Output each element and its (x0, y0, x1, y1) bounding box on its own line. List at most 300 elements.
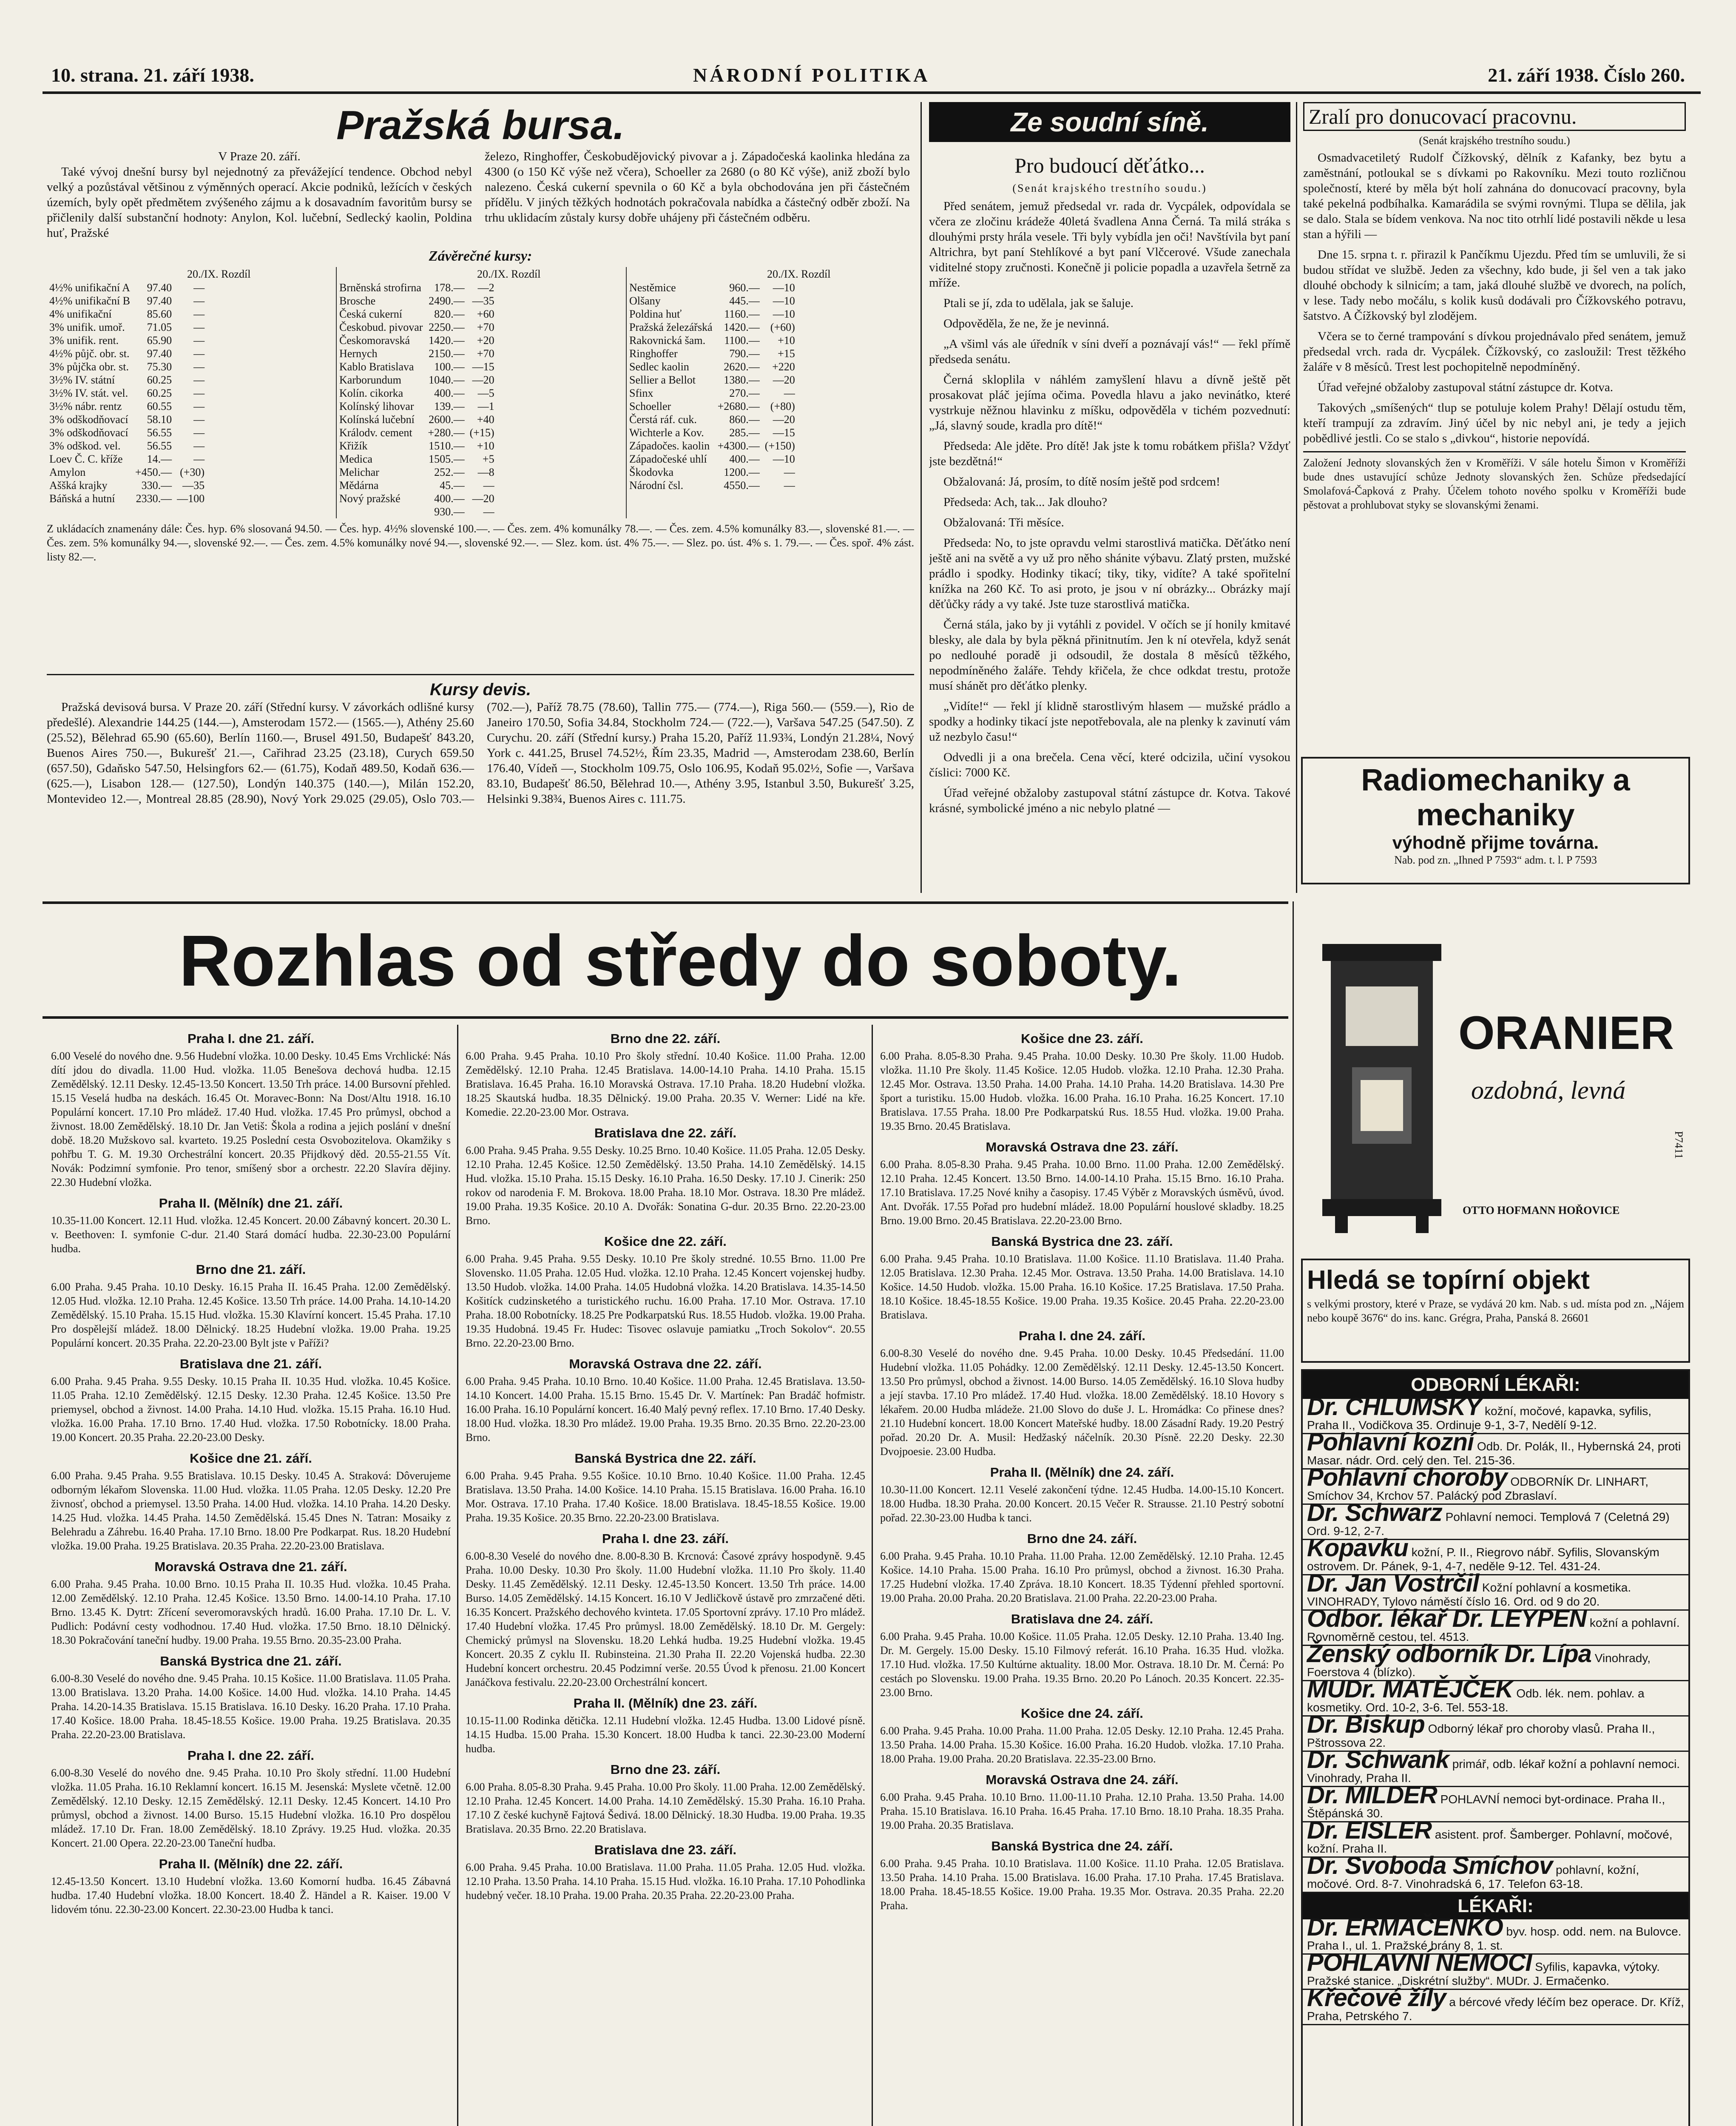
rate-value: 14.— (147, 453, 172, 465)
rate-value: 60.25 (147, 374, 172, 386)
station-program: 12.45-13.50 Koncert. 13.10 Hudební vložka. 13.60 Komorní hudba. 16.45 Zábavná hudba. 17.40 Hudební vložka. 18.00 Koncert. 18.40 Ž. Händel a R. Kaiser. 19.00 V lidovém tónu. 22.30-23.00 Koncert. 22.30-23.00 Hudba k tanci. (51, 1875, 451, 1916)
court-paragraph: Předseda: No, to jste opravdu velmi starostlivá matička. Děťátko není ještě ani na světě a vy už pro něho shánite výbavu. Zlatý prsten, mužské prádlo i spodky. Hodinky tikací; tiky, tiky, vidíte? A také spořitelní knížka na 260 Kč. To asi proto, je jsou v ní obrázky... Obrázky mají děťůčky rády a vy také. Jste tuze starostlivá matička. (929, 536, 1290, 611)
station-program: 6.00 Praha. 9.45 Praha. 10.00 Praha. 11.00 Praha. 12.05 Desky. 12.10 Praha. 12.45 Praha. 13.50 Praha. 14.00 Praha. 15.30 Košice. 16.00 Praha. 16.20 Hudob. vložka. 17.10 Praha. 18.00 Praha. 19.00 Praha. 20.20 Bratislava. 22.35-23.00 Brno. (880, 1725, 1284, 1765)
rate-change: (+80) (770, 400, 795, 412)
station-day-heading: Košice dne 22. září. (604, 1234, 727, 1249)
rate-row (337, 347, 497, 360)
rate-row (627, 281, 798, 294)
rates-table-2 (337, 281, 497, 518)
doctor-name: Odbor. lékař Dr. LEYPEN (1307, 1605, 1587, 1632)
rate-value: 1380.— (724, 374, 760, 386)
rate-value: 400.— (434, 387, 465, 399)
station-program: 6.00 Praha. 9.45 Praha. 10.00 Košice. 11.05 Praha. 12.05 Desky. 12.10 Praha. 13.40 Ing. Dr. M. Gergely. 15.00 Desky. 15.10 Filmový referát. 16.10 Praha. 16.35 Hud. vložka. 17.10 Hud. vložka. 17.50 Kultúrne aktuality. 18.00 Mor. Ostrava. 18.10 Dr. M. Černá: Po cestách po Slovensku. 19.00 Praha. 19.35 Brno. 20.20 Po Lánoch. 20.35 Koncert. 22.35-23.00 Brno. (880, 1630, 1284, 1699)
rate-value: 56.55 (147, 426, 172, 439)
station-day-heading: Praha I. dne 23. září. (602, 1531, 729, 1546)
rate-row (47, 307, 207, 321)
rate-name: 4% unifikační (49, 308, 112, 320)
rate-change: —100 (177, 492, 205, 505)
rate-change: — (193, 440, 205, 452)
date-issue: 21. září 1938. Číslo 260. (1488, 64, 1685, 86)
rate-name: Medica (339, 453, 372, 465)
banner-rule-bottom (43, 1016, 1288, 1019)
station-program: 6.00 Praha. 9.45 Praha. 10.10 Praha. 11.00 Praha. 12.00 Zemědělský. 12.10 Praha. 12.45 Košice. 14.10 Praha. 15.00 Praha. 16.10 Pro průmysl, obchod a živnost. 16.30 Praha. 17.25 Hudební vložka. 17.40 Zpráva. 18.10 Koncert. 18.35 Týdenní přehled sportovní. 19.00 Praha. 20.00 Praha. 20.20 Bratislava. 21.00 Praha. 22.20-23.00 Praha. (880, 1550, 1284, 1604)
rate-row (337, 400, 497, 413)
radio-ad-sub: výhodně přijme továrna. (1392, 833, 1599, 853)
radio-ad-title: Radiomechaniky a mechaniky (1361, 763, 1630, 832)
bursa-footer-note: Z ukládacích znamenány dále: Čes. hyp. 6% slosovaná 94.50. — Čes. hyp. 4½% slovenské 100.—. — Čes. zem. 4% komunálky 78.—. — Čes. zem. 4.5% komunálky 83.—, slovenské 81.—. — Čes. zem. 5% komunálky 94.—, slovenské 92.—. — Čes. zem. 4.5% komunálky nové 94.—, slovenské 92.—. — Slez. kom. úst. 4% 75.—. — Slez. po. úst. 4% s. 1. 79.—. — Čes. spoř. 4% zást. listy 82.—. (47, 523, 914, 563)
rates-header: 20./IX. Rozdíl (187, 268, 251, 280)
court-paragraph: Odpověděla, že ne, že je nevinná. (943, 317, 1109, 330)
rate-row (627, 452, 798, 466)
rate-row (627, 307, 798, 321)
shop-wanted-ad (1301, 1259, 1690, 1363)
rate-change: — (193, 387, 205, 399)
rate-value: 400.— (729, 453, 760, 465)
station-program: 6.00 Praha. 9.45 Praha. 10.10 Bratislava. 11.00 Košice. 11.10 Praha. 12.05 Bratislava. 13.50 Praha. 14.10 Praha. 15.00 Bratislava. 16.00 Praha. 17.10 Praha. 17.45 Bratislava. 18.00 Praha. 18.45-18.55 Košice. 19.00 Praha. 19.35 Mor. Ostrava. 20.35 Praha. 22.20 Praha. (880, 1857, 1284, 1912)
station-day-heading: Bratislava dne 21. září. (179, 1356, 322, 1371)
station-program: 6.00 Praha. 9.45 Praha. 10.00 Bratislava. 11.00 Praha. 11.05 Praha. 12.05 Hud. vložka. 12.10 Praha. 13.50 Praha. 14.10 Praha. 15.15 Hud. vložka. 16.10 Praha. 17.10 Pohodlinka hudebný večer. 18.10 Praha. 19.00 Praha. 20.35 Praha. 22.20-23.00 Praha. (466, 1861, 865, 1901)
doctor-info: primář, odb. lékař kožní a pohlavní nemoci. Vinohrady, Praha II. (1307, 1757, 1680, 1785)
rate-change: — (483, 506, 494, 518)
radio-column-3 (880, 1025, 1284, 2126)
rate-value: 2620.— (724, 361, 760, 373)
rate-row (47, 373, 207, 387)
court-paragraph: Předseda: Ale jděte. Pro dítě! Jak jste k tomu robátkem přišla? Vždyť jste bezdětná!“ (929, 439, 1290, 468)
doctor-name: Dr. Jan Vostrčil (1307, 1569, 1479, 1597)
rate-value: 1160.— (724, 308, 760, 320)
rate-change: +70 (477, 347, 494, 360)
rate-change: — (193, 426, 205, 439)
rate-value: 85.60 (147, 308, 172, 320)
doctor-name: Dr. EISLER (1307, 1816, 1432, 1844)
rate-row (627, 347, 798, 360)
doctor-info: a bércové vředy léčím bez operace. Dr. Kříž, Praha, Petrského 7. (1307, 1995, 1684, 2023)
rates-table-3 (627, 281, 798, 492)
rate-value: 2250.— (429, 321, 465, 333)
rate-name: Sfinx (629, 387, 653, 399)
station-day-heading: Bratislava dne 24. září. (1011, 1612, 1154, 1626)
doctor-name: Dr. Schwarz (1307, 1499, 1442, 1526)
paper-title: NÁRODNÍ POLITIKA (693, 64, 930, 86)
station-day-heading: Banská Bystrica dne 24. září. (991, 1839, 1173, 1853)
coercion-title: Zralí pro donucovací pracovnu. (1303, 102, 1686, 131)
column-divider (1296, 102, 1297, 893)
rate-row (627, 387, 798, 400)
rate-name: 3% odškodňovací (49, 426, 128, 439)
rate-value: 178.— (434, 281, 465, 294)
rate-change: — (193, 453, 205, 465)
station-program: 10.35-11.00 Koncert. 12.11 Hud. vložka. 12.45 Koncert. 20.00 Zábavný koncert. 20.30 L. v. Beethoven: I. symfonie C-dur. 21.40 Stará domácí hudba. 22.30-23.00 Populární hudba. (51, 1214, 451, 1255)
rate-row (47, 466, 207, 479)
rate-name: Mědárna (339, 479, 379, 492)
court-paragraph: Černá skloplila v náhlém zamyšlení hlavu a dívně ještě pět prosakovat pláč jejíma očima. Povedla hlavu a jako nevinátko, které vystrkuje něžnou hlavinku z míšku, odpověděla v tichém pozvednutí: „Já, slavný soude, kradla pro dítě!“ (929, 373, 1290, 432)
doctor-name: Kopavku (1307, 1534, 1408, 1562)
station-program: 10.30-11.00 Koncert. 12.11 Veselé zakončení týdne. 12.45 Hudba. 14.00-15.10 Koncert. 18.00 Hudba. 18.30 Praha. 20.00 Koncert. 20.15 Večer R. Strausse. 21.10 Pestrý sobotní pořad. 22.30-23.00 Hudba k tanci. (880, 1484, 1284, 1524)
rate-name: 3½% nábr. rentz (49, 400, 122, 412)
banner-rule-top (43, 901, 1288, 904)
rate-name: Báňská a hutní (49, 492, 115, 505)
radio-column-1 (51, 1025, 451, 2126)
rate-value: 1200.— (724, 466, 760, 478)
court-paragraph: Obžalovaná: Tři měsíce. (943, 516, 1064, 529)
rate-name: 4½% unifikační A (49, 281, 130, 294)
station-day-heading: Moravská Ostrava dne 24. září. (986, 1772, 1179, 1787)
rate-row (47, 281, 207, 294)
rate-change: — (784, 387, 795, 399)
rate-change: — (193, 347, 205, 360)
rate-change: — (193, 413, 205, 426)
bursa-title: Pražská bursa. (336, 102, 625, 148)
doctor-name: Ženský odborník Dr. Lípa (1307, 1640, 1591, 1668)
station-program: 6.00-8.30 Veselé do nového dne. 8.00-8.30 B. Krcnová: Časové zprávy hospodyně. 9.45 Praha. 10.00 Desky. 10.30 Pro školy. 11.00 Hudební vložka. 11.10 Pro školy. 11.40 Desky. 11.45 Zemědělský. 12.11 Desky. 12.45-13.50 Koncert. 13.50 Trh práce. 14.00 Burso. 14.05 Zemědělský. 14.15 Koncert. 16.10 V Jedličkově ústavě pro zmrzačené děti. 16.35 Koncert. Pražského dechového kvinteta. 17.05 Sportovní zprávy. 17.10 Pro mládež. 17.40 Hudební vložka. 17.45 Pro průmysl. 18.00 Zemědělský. 18.10 Dr. M. Gergely: Chemický průmysl na Slovensku. 18.20 Lehká hudba. 19.25 Hudební vložka. 19.45 Koncert. 20.35 Z cyklu II. Rubinsteina. 21.30 Praha II. 22.20 Vojenská hudba. 22.30 Hudební koncert orchestru. 20.45 Podzimní verše. 20.55 Úvod k přenosu. 21.00 Koncert Janáčkova festivalu. 22.20-23.00 Orchestrální koncert. (466, 1550, 865, 1688)
station-program: 6.00 Praha. 9.45 Praha. 10.10 Pro školy střední. 10.40 Košice. 11.00 Praha. 12.00 Zemědělský. 12.10 Praha. 12.45 Bratislava. 14.00-14.10 Praha. 14.10 Praha. 15.15 Bratislava. 16.45 Praha. 16.10 Moravská Ostrava. 17.10 Praha. 18.20 Hudební vložka. 18.25 Skautská hudba. 18.35 Dělnický. 19.00 Praha. 20.35 V. Werner: Lidé na kře. Komedie. 22.20-23.00 Mor. Ostrava. (466, 1050, 865, 1118)
rate-row (337, 387, 497, 400)
rate-name: 4½% půjč. obr. st. (49, 347, 130, 360)
station-day-heading: Brno dne 22. září. (610, 1031, 721, 1046)
shop-ad-title: Hledá se topírní objekt (1307, 1265, 1590, 1295)
rate-name: Škodovka (629, 466, 673, 478)
rate-name: Rakovnická šam. (629, 334, 706, 347)
station-day-heading: Košice dne 21. září. (190, 1451, 312, 1466)
rate-row (627, 400, 798, 413)
rate-value: 100.— (434, 361, 465, 373)
rate-value: 790.— (729, 347, 760, 360)
rate-row (627, 439, 798, 452)
rate-change: —35 (472, 295, 494, 307)
oranier-maker: OTTO HOFMANN HOŘOVICE (1463, 1204, 1620, 1216)
rate-value: 1505.— (429, 453, 465, 465)
rate-change: —15 (773, 426, 795, 439)
rate-value: 97.40 (147, 295, 172, 307)
station-day-heading: Banská Bystrica dne 22. září. (574, 1451, 756, 1466)
rate-value: 960.— (729, 281, 760, 294)
rate-name: 3½% IV. státní (49, 374, 115, 386)
rate-row (337, 360, 497, 373)
rate-value: 930.— (434, 506, 465, 518)
rate-change: +20 (477, 334, 494, 347)
rate-name: Českobud. pivovar (339, 321, 423, 333)
coercion-paragraph: Úřad veřejné obžaloby zastupoval státní zástupce dr. Kotva. (1318, 381, 1613, 394)
station-program: 10.15-11.00 Rodinka dětička. 12.11 Hudební vložka. 12.45 Hudba. 13.00 Lidové písně. 14.15 Hudba. 15.00 Praha. 15.30 Koncert. 18.00 Hudba k tanci. 22.30-23.00 Moderní hudba. (466, 1714, 865, 1755)
rate-change: —10 (773, 308, 795, 320)
rate-name: Amylon (49, 466, 86, 478)
rate-row (337, 307, 497, 321)
rate-change: — (193, 295, 205, 307)
rate-change: +70 (477, 321, 494, 333)
doctor-name: Pohlavní choroby (1307, 1464, 1507, 1491)
bursa-para-2: železo, Ringhoffer, Českobudějovický pivovar a j. Západočeská kaolinka hledána za 4300 (o 150 Kč výše než včera), Schoeller za 2680 (o 80 Kč výše), aniž zboží bylo nalezeno. Česká cukerní spevnila o 60 Kč a byla obchodována jen při částečném přídělu. V jiných těžkých hodnotách pokračovala nabídka a částečný odběr zboží. Na trhu uklidacím zůstaly kursy dobře uhájeny při částečném odběru. (485, 150, 910, 225)
rates-header: 20./IX. Rozdíl (767, 268, 831, 280)
doctor-info: Syfilis, kapavka, výtoky. Pražské stanice. „Diskrétní služby“. MUDr. J. Ermačenko. (1307, 1960, 1660, 1987)
rate-change: — (193, 361, 205, 373)
rate-change: —35 (182, 479, 205, 492)
station-program: 6.00 Praha. 9.45 Praha. 9.55 Desky. 10.15 Praha II. 10.35 Hud. vložka. 10.45 Košice. 11.05 Praha. 12.10 Zemědělský. 12.15 Desky. 12.30 Praha. 12.45 Košice. 13.50 Pre priemysel, obchod a živnost. 14.00 Praha. 14.10 Hud. vložka. 15.15 Praha. 16.10 Hud. vložka. 16.00 Praha. 17.10 Brno. 17.40 Hud. vložka. 17.50 Robotnícky. 18.00 Praha. 19.00 Koncert. 20.35 Praha. 22.20-23.00 Desky. (51, 1375, 451, 1444)
doctor-name: Pohlavní kozní (1307, 1428, 1474, 1456)
rate-change: — (483, 479, 494, 492)
rate-row (627, 373, 798, 387)
rate-name: Melichar (339, 466, 379, 478)
station-program: 6.00 Praha. 9.45 Praha. 10.10 Bratislava. 11.00 Košice. 11.10 Bratislava. 11.40 Praha. 12.05 Bratislava. 12.30 Praha. 12.45 Mor. Ostrava. 13.50 Praha. 14.00 Bratislava. 14.10 Košice. 14.50 Hudob. vložka. 15.00 Praha. 16.10 Košice. 17.25 Bratislava. 17.50 Praha. 18.10 Košice. 18.45-18.55 Košice. 19.00 Praha. 19.35 Košice. 20.45 Praha. 22.20-23.00 Bratislava. (880, 1253, 1284, 1321)
rate-value: 45.— (440, 479, 465, 492)
page-label: 10. strana. 21. září 1938. (51, 64, 254, 86)
station-day-heading: Košice dne 23. září. (1021, 1031, 1143, 1046)
rate-value: 270.— (729, 387, 760, 399)
lekari-title: LÉKAŘI: (1303, 1893, 1688, 1919)
rate-change: —10 (773, 453, 795, 465)
rate-change: —20 (472, 492, 494, 505)
rate-row (47, 479, 207, 492)
doctors-title: ODBORNÍ LÉKAŘI: (1303, 1371, 1688, 1399)
station-day-heading: Praha II. (Mělník) dne 24. září. (990, 1465, 1174, 1480)
oranier-code: P7411 (1673, 1131, 1685, 1159)
rate-name: Pražská železářská (629, 321, 713, 333)
rate-name: Českomoravská (339, 334, 410, 347)
rate-row (337, 294, 497, 307)
rate-value: 1040.— (429, 374, 465, 386)
rate-change: —10 (773, 281, 795, 294)
rate-value: 330.— (141, 479, 172, 492)
column-divider (921, 102, 922, 893)
rate-name: Ringhoffer (629, 347, 678, 360)
station-day-heading: Moravská Ostrava dne 23. září. (986, 1140, 1179, 1154)
rate-name: Česká cukerní (339, 308, 403, 320)
station-program: 6.00-8.30 Veselé do nového dne. 9.45 Praha. 10.15 Košice. 11.00 Bratislava. 11.05 Praha. 13.00 Bratislava. 13.20 Praha. 14.00 Košice. 14.00 Hud. vložka. 14.10 Praha. 14.45 Praha. 14.20-14.35 Bratislava. 15.15 Bratislava. 16.10 Desky. 16.20 Praha. 17.10 Praha. 17.40 Košice. 18.00 Praha. 18.45-18.55 Košice. 19.00 Praha. 19.25 Bratislava. 20.35 Praha. 22.20-23.00 Bratislava. (51, 1672, 451, 1741)
rate-value: 75.30 (147, 361, 172, 373)
rate-change: — (193, 400, 205, 412)
rate-change: (+60) (770, 321, 795, 333)
station-program: 6.00 Praha. 8.05-8.30 Praha. 9.45 Praha. 10.00 Brno. 11.00 Praha. 12.00 Zemědělský. 12.10 Praha. 12.45 Koncert. 13.50 Brno. 14.00-14.10 Praha. 15.15 Brno. 16.10 Praha. 17.10 Bratislava. 17.25 Nové knihy a časopisy. 17.45 Výběr z Moravských úsměvů, úvod. Ant. Dvořák. 17.55 Pořad pro hudební mládež. 18.00 Populární houslové skladby. 18.25 Brno. 19.00 Brno. 20.45 Bratislava. 22.20-23.00 Brno. (880, 1158, 1284, 1227)
rate-value: 2330.— (136, 492, 172, 505)
station-program: 6.00 Praha. 9.45 Praha. 10.00 Brno. 10.15 Praha II. 10.35 Hud. vložka. 10.45 Praha. 12.00 Zemědělský. 12.10 Praha. 12.45 Košice. 13.50 Brno. 14.00-14.10 Praha. 17.10 Brno. 13.45 K. Dytrt: Zřícení severomoravských hradů. 16.00 Praha. 17.10 Dr. L. V. Pudlich: Podávní cesty vodhodnou. 17.40 Hud. vložka. 17.50 Brno. 18.10 Dělnický. 18.30 Pokračování taneční hudby. 19.00 Praha. 19.55 Brno. 20.35-23.00 Praha. (51, 1578, 451, 1646)
coercion-paragraph: Včera se to černé trampování s dívkou projednávalo před senátem, jemuž předsedal vrch. rada dr. Vycpálek. Čížkovský, co zasloužil: Trest těžkého žaláře v 8 měsíců. Trest lest pochopitelně nepodmíněný. (1303, 330, 1686, 374)
doctor-name: Dr. Schwank (1307, 1746, 1449, 1774)
rate-row (337, 321, 497, 334)
rates-header: 20./IX. Rozdíl (477, 268, 541, 280)
station-program: 6.00 Praha. 9.45 Praha. 10.10 Brno. 10.40 Košice. 11.00 Praha. 12.45 Bratislava. 13.50-14.10 Koncert. 14.00 Praha. 15.15 Brno. 15.45 Dr. V. Martínek: Pan Bradáč hofmistr. 16.00 Praha. 16.10 Populární koncert. 16.40 Malý pevný reflex. 17.10 Brno. 17.40 Desky. 18.00 Hud. vložka. 18.30 Pro mládež. 19.00 Praha. 19.35 Brno. 20.35 Brno. 22.20-23.00 Brno. (466, 1375, 865, 1444)
station-program: 6.00-8.30 Veselé do nového dne. 9.45 Praha. 10.10 Pro školy střední. 11.00 Hudební vložka. 11.05 Praha. 16.10 Reklamní koncert. 16.15 M. Jesenská: Myslete včetně. 12.00 Zemědělský. 12.10 Desky. 12.15 Zemědělský. 12.11 Desky. 12.45 Koncert. 14.10 Pro průmysl, obchod a živnost. 14.00 Burso. 15.15 Hudební vložka. 16.10 Pro dospělou mládež. 17.10 Dr. Fran. 18.00 Zemědělský. 18.10 Zprávy. 19.25 Hud. vložka. 20.35 Koncert. 21.00 Opera. 22.20-23.00 Taneční hudba. (51, 1767, 451, 1849)
rate-change: —20 (773, 413, 795, 426)
station-day-heading: Praha II. (Mělník) dne 23. září. (573, 1696, 758, 1711)
rate-row (47, 426, 207, 439)
stove-illustration (1305, 940, 1458, 1237)
court-title: Ze soudní síně. (929, 102, 1290, 142)
doctor-name: MUDr. MATĚJČEK (1307, 1675, 1513, 1703)
rate-row (337, 439, 497, 452)
coercion-paragraph: Dne 15. srpna t. r. přirazil k Pančíkmu Ujezdu. Před tím se umluvili, že si budou střídat ve službě. Jeden za všechny, kdo bude, ji šel ven a tak jako dlouhé obchody k silnicím; a tam, jaká dlouhé službě ve dvorech, na polích, v lese. Tady nebo močálu, s kolik kusů dodávali pro Čížkovského potravu, šatstvo. A Čížkovský byl zlodějem. (1303, 248, 1686, 323)
court-paragraph: „Vidíte!“ — řekl jí klidně starostlivým hlasem — mužské prádlo a spodky a hodinky tikací jste nepotřebovala, ale na plenky k zavinutí vám už nezbylo času!“ (929, 699, 1290, 744)
court-section (929, 102, 1290, 893)
doctor-info: Odb. Dr. Polák, II., Hybernská 24, proti Masar. nádr. Ord. celý den. Tel. 215-36. (1307, 1440, 1681, 1467)
radio-ad-note: Nab. pod zn. „Ihned P 7593“ adm. t. l. P 7593 (1394, 854, 1597, 866)
rate-value: 60.25 (147, 387, 172, 399)
station-day-heading: Brno dne 21. září. (196, 1262, 306, 1277)
doctor-name: Dr. ERMAČENKO (1307, 1913, 1503, 1941)
rate-change: — (193, 374, 205, 386)
court-paragraph: Odvedli ji a ona brečela. Cena věcí, které odcizila, učiní vysokou číslici: 7000 Kč. (929, 750, 1290, 779)
coercion-paragraph: Osmadvacetiletý Rudolf Čížkovský, dělník z Kafanky, bez bytu a zaměstnání, potloukal se s dívkami po Rakovníku. Mezi touto rozličnou společností, které by měla být holí zahnána do donucovací pracovny, byla také pekelná podbíhalka. Kamarádila se svými rovnými. Tlupa se dělila, jak se dalo. Stala se bídem venkova. Na noc tito otrhlí lidé postavili někde u lesa stan a hýřili — (1303, 151, 1686, 241)
doctor-info: asistent. prof. Šamberger. Pohlavní, močové, kožní. Praha II. (1307, 1828, 1673, 1855)
rate-value: 400.— (434, 492, 465, 505)
rate-name: Kablo Bratislava (339, 361, 414, 373)
rate-row (627, 466, 798, 479)
rate-change: — (784, 479, 795, 492)
oranier-ad (1301, 935, 1690, 1242)
rate-name: 3% půjčka obr. st. (49, 361, 129, 373)
rate-change: —20 (773, 374, 795, 386)
court-paragraph: Černá stála, jako by ji vytáhli z povidel. V očích se jí honily kmitavé blesky, ale dala by byla pěkná přinitnutím. Jen k ní otevřela, když senát po nedlouhé poradě ji odsoudil, že dostala 8 měsíců těžkého, nepodmíněného žaláře. Tehdy křičela, že chce odkdat trestu, protože musí shánět pro děťátko plenky. (929, 618, 1290, 693)
rate-change: —8 (477, 466, 494, 478)
bursa-para-1: Také vývoj dnešní bursy byl nejednotný za převážející tendence. Obchod nebyl velký a pozůstával většinou z výměnných operací. Akcie podniků, ležících v českých územích, byly opět předmětem zvýšeného zájmu a k dosavadním favoritům bursy se přičlenily další substanční hodnoty: Anylon, Kol. lučební, Sedlecký kaolin, Poldina huť, Pražské (47, 165, 472, 240)
rate-row (47, 400, 207, 413)
doctor-name: Dr. CHLUMSKÝ (1307, 1393, 1482, 1421)
station-program: 6.00 Veselé do nového dne. 9.56 Hudební vložka. 10.00 Desky. 10.45 Ems Vrchlické: Nás dítí jdou do divadla. 11.00 Hud. vložka. 11.05 Benešova dechová hudba. 12.15 Zemědělský. 12.11 Desky. 12.45-13.50 Koncert. 13.50 Trh práce. 14.00 Bursovní přehled. 15.15 Veselá hudba na deskách. 16.45 Ot. Moravec-Bonn: Na Dost/Altu 1918. 16.10 Populární koncert. 17.10 Pro mládež. 17.40 Hud. vložka. 17.45 Pro průmysl, obchod a živnost. 18.00 Zemědělský. 18.10 Dr. Jan Vetiš: Škola a rodina a jejich poslání v dnešní době. 18.20 Mužskovo sal. kvarteto. 19.25 Poslední cesta Osvobozitelova. Okamžiky s pohřbu T. G. M. 19.30 Orchestrální koncert. 20.35 Přijdkový děd. 20.55-21.55 Vít. Novák: Podzimní symfonie. Pro tenor, smíšený sbor a orchestr. 22.20 Slavíra dějiny. 22.30 Hudební vložka. (51, 1050, 451, 1188)
rate-name: Hernych (339, 347, 378, 360)
doctor-info: pohlavní, kožní, močové. Ord. 8-7. Vinohradská 6, 17. Telefon 63-18. (1307, 1863, 1639, 1890)
bursa-section (47, 102, 914, 668)
doctor-ad (1303, 1984, 1688, 2025)
rate-name: Západočes. kaolin (629, 440, 710, 452)
rate-name: 3% unifik. umoř. (49, 321, 125, 333)
rate-row (337, 334, 497, 347)
court-paragraph: Ptali se jí, zda to udělala, jak se šaluje. (943, 296, 1134, 310)
rate-row (627, 413, 798, 426)
rate-name: Čerstá ráf. cuk. (629, 413, 697, 426)
rate-value: 71.05 (147, 321, 172, 333)
doctor-name: Dr. MILDER (1307, 1781, 1437, 1809)
rate-row (47, 387, 207, 400)
court-subhead: (Senát krajského trestního soudu.) (1012, 182, 1207, 194)
rate-value: 58.10 (147, 413, 172, 426)
rate-name: Karborundum (339, 374, 401, 386)
rate-value: 1420.— (724, 321, 760, 333)
rates-table-1 (47, 281, 207, 505)
rate-name: Kolínský lihovar (339, 400, 414, 412)
rate-change: —20 (472, 374, 494, 386)
rate-row (627, 360, 798, 373)
rate-value: 97.40 (147, 347, 172, 360)
rate-name: Schoeller (629, 400, 671, 412)
coercion-note: Založení Jednoty slovanských žen v Kroměříži. V sále hotelu Šimon v Kroměříži bude dnes ustavující schůze Jednoty slovanských žen. Schůze předsedající Smolafová-Čapková z Prahy. Účelem tohoto nového spolku v Kroměříži bude pěstovat a prohlubovat styky se slovanskými ženami. (1303, 451, 1686, 512)
rate-name: Západočeské uhlí (629, 453, 707, 465)
rate-name: Aššká krajky (49, 479, 108, 492)
rate-row (337, 452, 497, 466)
court-paragraph: Předseda: Ach, tak... Jak dlouho? (943, 495, 1107, 509)
station-day-heading: Košice dne 24. září. (1021, 1706, 1143, 1721)
station-program: 6.00 Praha. 9.45 Praha. 9.55 Košice. 10.10 Brno. 10.40 Košice. 11.00 Praha. 12.45 Bratislava. 13.50 Praha. 14.00 Košice. 14.10 Praha. 15.15 Bratislava. 16.00 Praha. 16.10 Mor. Ostrava. 17.10 Praha. 17.40 Košice. 18.00 Bratislava. 18.45-18.55 Košice. 19.00 Praha. 19.35 Košice. 20.35 Brno. 22.20-23.00 Bratislava. (466, 1469, 865, 1524)
doctor-info: Vinohrady, Foerstova 4 (blízko). (1307, 1651, 1651, 1679)
station-day-heading: Praha I. dne 24. září. (1018, 1328, 1146, 1343)
rate-value: 860.— (729, 413, 760, 426)
station-day-heading: Brno dne 23. září. (610, 1762, 721, 1777)
column-divider (457, 1025, 458, 2126)
rate-row (47, 439, 207, 452)
column-divider (872, 1025, 873, 2126)
closing-rates-title: Závěrečné kursy: (429, 248, 532, 264)
rate-value: +2680.— (717, 400, 760, 412)
station-day-heading: Praha II. (Mělník) dne 22. září. (159, 1856, 343, 1871)
rate-name: 3½% IV. stát. vel. (49, 387, 128, 399)
court-paragraph: „A všiml vás ale úředník v síni dveří a poznávají vás!“ — řekl přímě předseda senátu. (929, 337, 1290, 366)
rate-change: +15 (778, 347, 795, 360)
rate-name (337, 505, 425, 518)
station-program: 6.00-8.30 Veselé do nového dne. 9.45 Praha. 10.00 Desky. 10.45 Předsedání. 11.00 Hudební vložka. 11.05 Pohádky. 12.00 Zemědělský. 12.11 Desky. 12.45-13.50 Koncert. 13.50 Pro průmysl, obchod a živnost. 14.00 Burso. 14.05 Zemědělský. 16.10 Slova hudby a její stavba. 17.10 Pro mládež. 17.40 Hud. vložka. 18.00 Zemědělský. 18.10 Hovory s lékařem. 20.00 Hudba mládeže. 21.00 Slovo do duše J. L. Hromádka: Co přinese dnes? 21.10 Hudební koncert. 18.00 Koncert Mateřské hudby. 18.00 Zásadní Rady. 19.20 Pestrý pořad. 20.20 Dr. A. Musil: Hedžaský náčelník. 20.30 Písně. 22.20 Desky. 22.30 Dvojpoesie. 23.00 Hudba. (880, 1347, 1284, 1458)
rate-row (337, 281, 497, 294)
station-day-heading: Praha I. dne 22. září. (187, 1748, 315, 1763)
rate-change: +10 (477, 440, 494, 452)
rate-value: 56.55 (147, 440, 172, 452)
rate-value: 252.— (434, 466, 465, 478)
rate-name: Olšany (629, 295, 661, 307)
rate-name: Sedlec kaolin (629, 361, 689, 373)
rate-row (47, 334, 207, 347)
rate-value: +4300.— (717, 440, 760, 452)
rate-name: Sellier a Bellot (629, 374, 696, 386)
rate-change: —15 (472, 361, 494, 373)
oranier-tag: ozdobná, levná (1471, 1076, 1626, 1104)
station-program: 6.00 Praha. 9.45 Praha. 9.55 Desky. 10.10 Pre školy stredné. 10.55 Brno. 11.00 Pre Slovensko. 11.05 Praha. 12.05 Hud. vložka. 12.10 Praha. 12.45 Koncert vojenskej hudby. 13.50 Hudob. vložka. 14.00 Praha. 14.05 Hudobná vložka. 14.20 Bratislava. 14.35-14.50 Košitíck cudzinsketého a turistického ruchu. 16.00 Praha. 17.10 Mor. Ostrava. 17.10 Praha. 18.00 Robotnícky. 18.25 Pre Podkarpatskú Rus. 18.55 Hudob. vložka. 19.00 Praha. 19.35 Hudobná. 19.45 Fr. Hudec: Tisovec oslavuje pamiatku „Troch Sokolov“. 20.55 Brno. 22.20-23.00 Brno. (466, 1253, 865, 1349)
doctor-info: kožní, P. II., Riegrovo nábř. Syfilis, Slovanským ostrovem. Dr. Pánek, 9-1, 4-7, neděle 9-12. Tel. 431-24. (1307, 1546, 1659, 1573)
rate-value: 285.— (729, 426, 760, 439)
station-program: 6.00 Praha. 9.45 Praha. 9.55 Desky. 10.25 Brno. 10.40 Košice. 11.05 Praha. 12.05 Desky. 12.10 Praha. 12.45 Košice. 12.50 Zemědělský. 13.50 Praha. 14.10 Zemědělský. 14.15 Hud. vložka. 15.10 Praha. 15.15 Desky. 16.10 Praha. 16.50 Desky. 17.10 J. Cinerik: 250 rokov od narodenia F. M. Brokova. 18.00 Praha. 18.10 Mor. Ostrava. 18.30 Pre mládež. 19.00 Praha. 19.35 Košice. 20.10 A. Dvořák: Sonatina G-dur. 20.35 Brno. 22.20-23.00 Brno. (466, 1144, 865, 1227)
rate-row (337, 413, 497, 426)
coercion-subhead: (Senát krajského trestního soudu.) (1419, 134, 1570, 147)
rate-name: Brosche (339, 295, 376, 307)
rate-change: (+30) (180, 466, 205, 478)
coercion-body (1303, 150, 1686, 446)
rate-name: Nestěmice (629, 281, 676, 294)
rate-row (47, 321, 207, 334)
rate-row (47, 492, 207, 505)
rate-row (337, 466, 497, 479)
station-program: 6.00 Praha. 8.05-8.30 Praha. 9.45 Praha. 10.00 Pro školy. 11.00 Praha. 12.00 Zemědělský. 12.10 Praha. 12.45 Koncert. 14.00 Praha. 14.10 Zemědělský. 15.30 Praha. 16.10 Praha. 17.10 Z české kuchyně Fajtová Šedivá. 18.00 Dělnický. 18.30 Hudba. 19.00 Praha. 19.35 Bratislava. 20.35 Brno. 22.20 Bratislava. (466, 1781, 865, 1835)
rate-row (337, 492, 497, 505)
radio-column-2 (466, 1025, 865, 2126)
rate-change: — (193, 334, 205, 347)
rate-name: Národní čsl. (629, 479, 684, 492)
rate-change: +10 (778, 334, 795, 347)
rate-name: Kolínská lučební (339, 413, 415, 426)
doctor-info: Pohlavní nemoci. Templová 7 (Celetná 29) Ord. 9-12, 2-7. (1307, 1510, 1670, 1538)
court-paragraph: Před senátem, jemuž předsedal vr. rada dr. Vycpálek, odpovídala se včera ze zločinu krádeže 40letá švadlena Anna Černá. Ta milá stráka s dlouhými prsty hrála vesele. Tři byly vybídla jen oči! Navštívila byt paní Altrichra, byt paní Stehlíkové a byt paní Vlčcerové. Všude zanechala viditelné stopy zručnosti. Konečně ji policie popadla a uzavřela šetrně za mříže. (929, 199, 1290, 290)
rate-value: 65.90 (147, 334, 172, 347)
rate-row (47, 294, 207, 307)
rate-change: — (784, 466, 795, 478)
bursa-dateline: V Praze 20. září. (218, 150, 301, 163)
rate-change: +220 (772, 361, 795, 373)
doctor-info: kožní, močové, kapavka, syfilis, Praha II., Vodičkova 35. Ordinuje 9-1, 3-7, Nedělí 9-12. (1307, 1404, 1652, 1432)
rate-change: +40 (477, 413, 494, 426)
rate-change: (+15) (469, 426, 494, 439)
court-headline: Pro budoucí děťátko... (1014, 153, 1205, 177)
doctor-info: byv. hosp. odd. nem. na Bulovce. Praha I., ul. 1. Pražské brány 8, 1. st. (1307, 1925, 1682, 1952)
doctor-info: Odborný lékař pro choroby vlasů. Praha II., Pštrossova 22. (1307, 1722, 1655, 1749)
rate-value: 139.— (434, 400, 465, 412)
court-body (929, 199, 1290, 816)
doctor-info: POHLAVNÍ nemoci byt-ordinace. Praha II., Štěpánská 30. (1307, 1793, 1665, 1820)
rate-change: +60 (477, 308, 494, 320)
rate-value: 2490.— (429, 295, 465, 307)
station-day-heading: Bratislava dne 23. září. (594, 1842, 737, 1857)
rate-change: — (193, 321, 205, 333)
rate-name: Wichterle a Kov. (629, 426, 704, 439)
doctor-info: kožní a pohlavní. Rovnoměrně cestou, tel. 4513. (1307, 1616, 1680, 1643)
rate-value: 97.40 (147, 281, 172, 294)
header-rule (43, 91, 1701, 94)
rate-value: 1420.— (429, 334, 465, 347)
rate-row (47, 360, 207, 373)
rate-row (47, 452, 207, 466)
shop-ad-text: s velkými prostory, které v Praze, se vydává 20 km. Nab. s ud. místa pod zn. „Nájem nebo koupě 3676“ do ins. kanc. Grégra, Praha, Panská 8. 26601 (1307, 1298, 1684, 1324)
